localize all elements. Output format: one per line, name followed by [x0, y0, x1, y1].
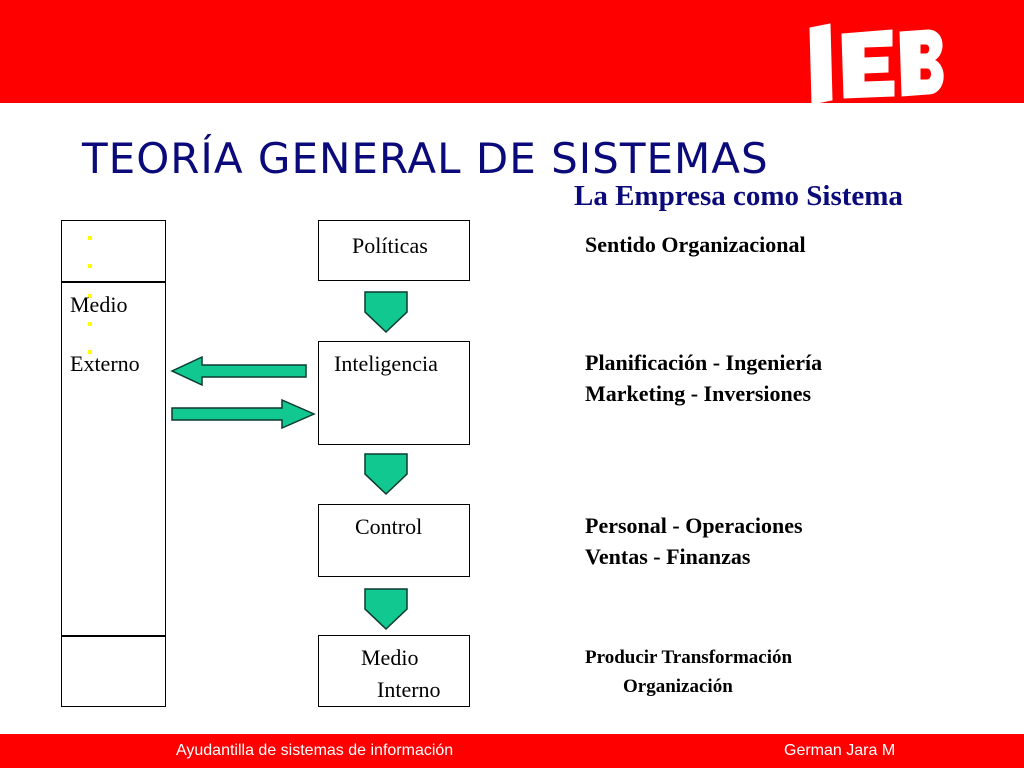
description-line: Ventas - Finanzas [585, 544, 751, 569]
description-control [585, 510, 803, 572]
description-inteligencia [585, 347, 822, 409]
description-line: Producir Transformación [585, 647, 793, 668]
description-line: Personal - Operaciones [585, 513, 803, 538]
description-line: Marketing - Inversiones [585, 381, 812, 406]
description-line: Organización [623, 676, 733, 697]
page-title: TEORÍA GENERAL DE SISTEMAS [82, 134, 769, 183]
medio-interno-label-line1: Medio [361, 645, 419, 670]
inteligencia-label: Inteligencia [334, 351, 438, 376]
politicas-label: Políticas [352, 233, 428, 258]
down-arrow-1-icon [363, 290, 409, 334]
external-box-divider-top [61, 281, 166, 283]
ieb-logo [800, 20, 950, 105]
description-line: Planificación - Ingeniería [585, 350, 823, 375]
down-arrow-2-icon [363, 452, 409, 496]
left-arrow-icon [170, 355, 310, 387]
description-politicas [585, 229, 806, 260]
footer-author-text: German Jara M [784, 742, 896, 759]
control-label: Control [355, 514, 423, 539]
page-subtitle: La Empresa como Sistema [574, 180, 903, 212]
right-arrow-icon [170, 398, 318, 430]
description-line: Sentido Organizacional [585, 232, 806, 257]
medio-interno-label-line2: Interno [377, 677, 441, 702]
medio-label: Medio [70, 292, 128, 317]
external-box-divider-bottom [61, 635, 166, 637]
down-arrow-3-icon [363, 587, 409, 631]
description-medio-interno [585, 643, 792, 701]
externo-label: Externo [70, 351, 140, 376]
footer-course-text: Ayudantilla de sistemas de información [176, 742, 454, 759]
